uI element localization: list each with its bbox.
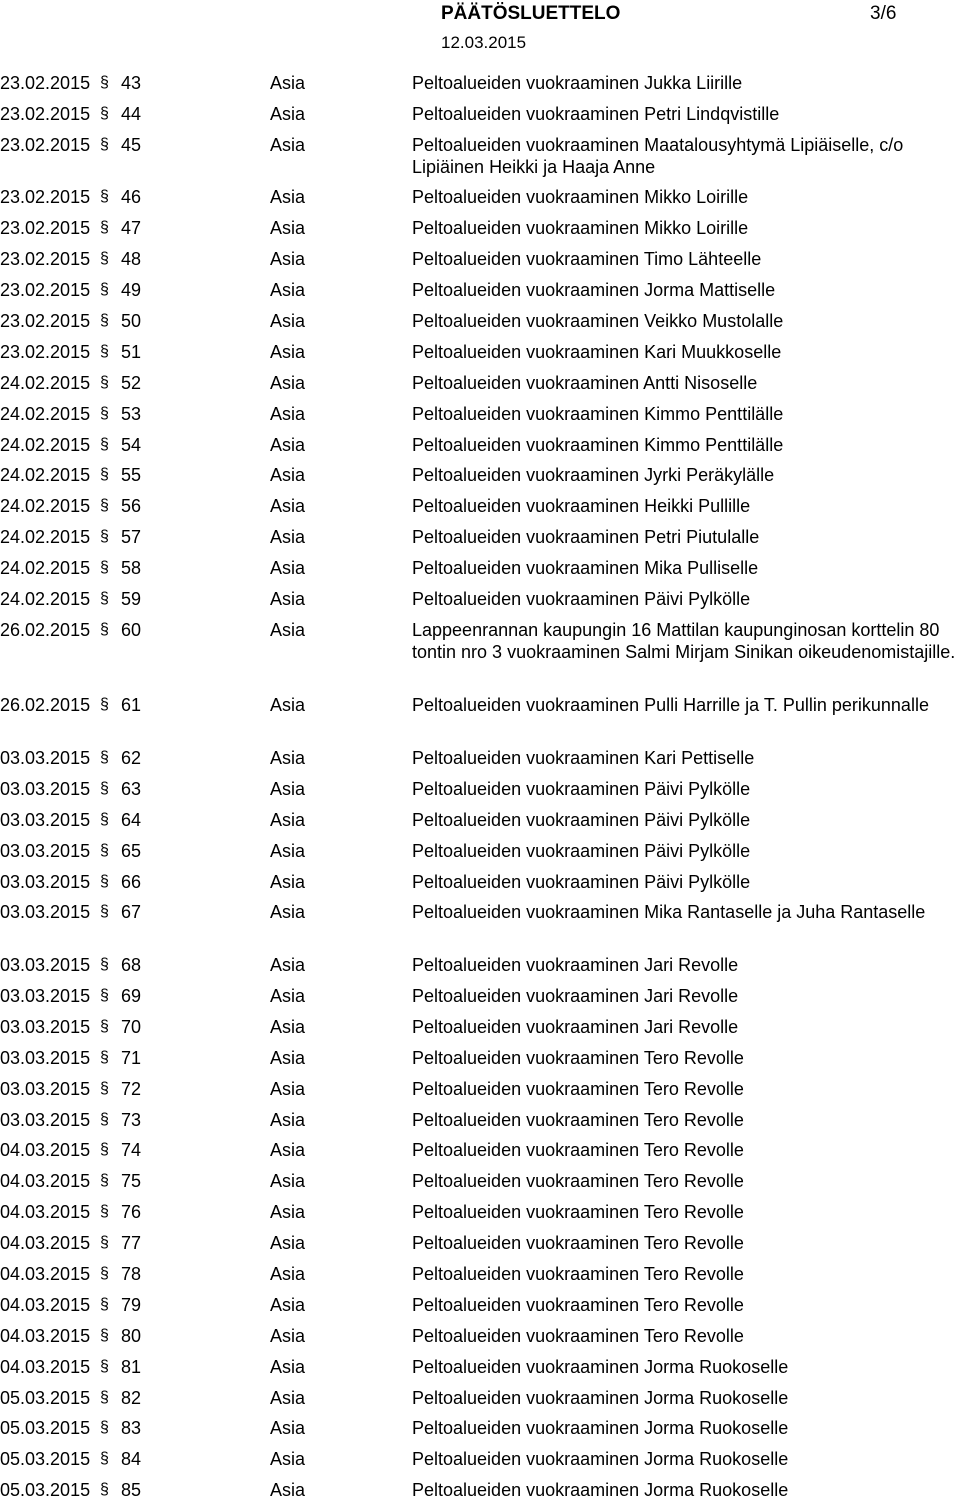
decision-description: Peltoalueiden vuokraaminen Jyrki Peräkylälle [412, 465, 775, 486]
section-sign: § [100, 250, 109, 268]
section-number: 84 [121, 1449, 142, 1470]
decision-type: Asia [270, 558, 306, 579]
section-number: 48 [121, 249, 142, 270]
decision-date: 04.03.2015 [0, 1140, 91, 1161]
decision-description: Peltoalueiden vuokraaminen Päivi Pylkölle [412, 871, 751, 892]
decision-date: 03.03.2015 [0, 778, 91, 799]
section-sign: § [100, 497, 109, 515]
decision-row [0, 954, 960, 985]
decision-description: Peltoalueiden vuokraaminen Petri Lindqvistille [412, 103, 780, 124]
section-sign: § [100, 1481, 109, 1499]
decision-type: Asia [270, 1387, 306, 1408]
section-number: 77 [121, 1233, 142, 1254]
decision-description: Peltoalueiden vuokraaminen Tero Revolle [412, 1140, 744, 1161]
decision-type: Asia [270, 1356, 306, 1377]
decision-description: Peltoalueiden vuokraaminen Jorma Ruokoselle [412, 1418, 789, 1439]
section-number: 43 [121, 73, 142, 93]
decision-description: Peltoalueiden vuokraaminen Mikko Loirille [412, 187, 749, 208]
decision-date: 23.02.2015 [0, 310, 91, 331]
decision-date: 04.03.2015 [0, 1356, 91, 1377]
section-number: 44 [121, 103, 142, 124]
decision-row [0, 310, 960, 341]
decision-type: Asia [270, 748, 306, 769]
section-sign: § [100, 1234, 109, 1252]
decision-row [0, 1047, 960, 1078]
decision-type: Asia [270, 1078, 306, 1099]
section-number: 55 [121, 465, 142, 486]
decision-row [0, 1479, 960, 1510]
section-number: 74 [121, 1140, 142, 1161]
document-date: 12.03.2015 [441, 33, 527, 52]
section-number: 65 [121, 840, 142, 861]
decision-date: 24.02.2015 [0, 588, 91, 609]
decision-row [0, 588, 960, 619]
section-sign: § [100, 559, 109, 577]
decision-description: Peltoalueiden vuokraaminen Tero Revolle [412, 1202, 744, 1223]
decision-date: 03.03.2015 [0, 1078, 91, 1099]
decision-description: Peltoalueiden vuokraaminen Tero Revolle [412, 1109, 744, 1130]
decision-description: Peltoalueiden vuokraaminen Pulli Harrille ja T. Pullin perikunnalle [412, 695, 929, 716]
decision-type: Asia [270, 372, 306, 393]
decision-type: Asia [270, 1140, 306, 1161]
decision-date: 24.02.2015 [0, 496, 91, 517]
decision-description: Peltoalueiden vuokraaminen Heikki Pullille [412, 496, 751, 517]
decision-row [0, 1325, 960, 1356]
decision-type: Asia [270, 280, 306, 301]
section-number: 63 [121, 778, 142, 799]
decision-description: Peltoalueiden vuokraaminen Petri Piutulalle [412, 527, 760, 548]
decision-date: 04.03.2015 [0, 1263, 91, 1284]
section-number: 85 [121, 1480, 142, 1501]
section-sign: § [100, 956, 109, 974]
decision-description: Peltoalueiden vuokraaminen Veikko Mustolalle [412, 310, 784, 331]
decision-date: 03.03.2015 [0, 840, 91, 861]
section-sign: § [100, 749, 109, 767]
decision-row [0, 1387, 960, 1418]
decision-description: Peltoalueiden vuokraaminen Kimmo Penttilälle [412, 403, 784, 424]
section-sign: § [100, 135, 109, 153]
section-number: 68 [121, 955, 142, 976]
section-number: 64 [121, 809, 142, 830]
section-sign: § [100, 74, 109, 91]
section-sign: § [100, 1357, 109, 1375]
section-number: 53 [121, 403, 142, 424]
decision-type: Asia [270, 985, 306, 1006]
section-sign: § [100, 281, 109, 299]
section-sign: § [100, 1295, 109, 1313]
decision-description: Peltoalueiden vuokraaminen Jari Revolle [412, 985, 739, 1006]
decision-description: Peltoalueiden vuokraaminen Tero Revolle [412, 1294, 744, 1315]
decision-row [0, 134, 960, 187]
section-sign: § [100, 466, 109, 484]
decision-description: Peltoalueiden vuokraaminen Mikko Loirille [412, 218, 749, 239]
decision-type: Asia [270, 434, 306, 455]
decision-date: 04.03.2015 [0, 1233, 91, 1254]
section-sign: § [100, 841, 109, 859]
decision-type: Asia [270, 341, 306, 362]
decision-description: Peltoalueiden vuokraaminen Antti Nisoselle [412, 372, 758, 393]
section-number: 49 [121, 280, 142, 301]
decision-date: 05.03.2015 [0, 1387, 91, 1408]
section-sign: § [100, 1110, 109, 1128]
section-sign: § [100, 342, 109, 360]
decision-description: Peltoalueiden vuokraaminen Tero Revolle [412, 1263, 744, 1284]
document-title: PÄÄTÖSLUETTELO [441, 3, 621, 24]
decision-row [0, 1263, 960, 1294]
decision-type: Asia [270, 1047, 306, 1068]
section-sign: § [100, 1079, 109, 1097]
decision-type: Asia [270, 218, 306, 239]
section-sign: § [100, 1048, 109, 1066]
section-sign: § [100, 903, 109, 921]
decision-type: Asia [270, 1449, 306, 1470]
decision-type: Asia [270, 1109, 306, 1130]
section-number: 75 [121, 1171, 142, 1192]
section-number: 67 [121, 902, 142, 923]
decision-date: 23.02.2015 [0, 187, 91, 208]
decision-type: Asia [270, 588, 306, 609]
decision-type: Asia [270, 1233, 306, 1254]
section-number: 50 [121, 310, 142, 331]
decision-row [0, 1417, 960, 1448]
section-sign: § [100, 219, 109, 237]
section-sign: § [100, 404, 109, 422]
decision-row [0, 1201, 960, 1232]
decision-type: Asia [270, 496, 306, 517]
decision-description: Peltoalueiden vuokraaminen Jorma Ruokoselle [412, 1480, 789, 1501]
decision-row [0, 248, 960, 279]
decision-description: Peltoalueiden vuokraaminen Jorma Ruokoselle [412, 1356, 789, 1377]
section-number: 47 [121, 218, 142, 239]
decision-type: Asia [270, 871, 306, 892]
decision-row [0, 1078, 960, 1109]
section-number: 51 [121, 341, 142, 362]
section-sign: § [100, 104, 109, 122]
decision-row [0, 1139, 960, 1170]
section-number: 81 [121, 1356, 142, 1377]
decision-description: Peltoalueiden vuokraaminen Päivi Pylkölle [412, 778, 751, 799]
section-number: 71 [121, 1047, 142, 1068]
decision-type: Asia [270, 310, 306, 331]
decision-row [0, 1294, 960, 1325]
decision-description: Peltoalueiden vuokraaminen Mika Pulliselle [412, 558, 759, 579]
decision-date: 23.02.2015 [0, 249, 91, 270]
decision-row [0, 985, 960, 1016]
section-number: 54 [121, 434, 142, 455]
decision-row [0, 1448, 960, 1479]
decision-row [0, 619, 960, 695]
section-number: 45 [121, 134, 142, 155]
decision-type: Asia [270, 778, 306, 799]
decision-row [0, 372, 960, 403]
decision-date: 24.02.2015 [0, 372, 91, 393]
section-sign: § [100, 188, 109, 206]
decision-date: 04.03.2015 [0, 1202, 91, 1223]
decision-type: Asia [270, 103, 306, 124]
section-number: 46 [121, 187, 142, 208]
section-sign: § [100, 1172, 109, 1190]
decision-type: Asia [270, 809, 306, 830]
section-sign: § [100, 1388, 109, 1406]
decision-date: 05.03.2015 [0, 1480, 91, 1501]
section-number: 59 [121, 588, 142, 609]
decision-row [0, 341, 960, 372]
section-sign: § [100, 696, 109, 714]
decision-description: Peltoalueiden vuokraaminen Kimmo Penttilälle [412, 434, 784, 455]
section-sign: § [100, 435, 109, 453]
decision-type: Asia [270, 403, 306, 424]
decision-date: 23.02.2015 [0, 280, 91, 301]
section-sign: § [100, 810, 109, 828]
decision-date: 05.03.2015 [0, 1449, 91, 1470]
decision-date: 23.02.2015 [0, 73, 91, 93]
decision-description: Peltoalueiden vuokraaminen Jorma Ruokoselle [412, 1387, 789, 1408]
decision-type: Asia [270, 619, 306, 640]
section-sign: § [100, 1141, 109, 1159]
decision-type: Asia [270, 1325, 306, 1346]
decision-type: Asia [270, 902, 306, 923]
decision-description: Peltoalueiden vuokraaminen Päivi Pylkölle [412, 840, 751, 861]
decision-date: 04.03.2015 [0, 1325, 91, 1346]
section-number: 57 [121, 527, 142, 548]
section-number: 58 [121, 558, 142, 579]
section-number: 52 [121, 372, 142, 393]
decision-type: Asia [270, 1294, 306, 1315]
decision-row [0, 186, 960, 217]
section-number: 66 [121, 871, 142, 892]
decision-date: 03.03.2015 [0, 1016, 91, 1037]
decision-row [0, 72, 960, 103]
decision-date: 24.02.2015 [0, 434, 91, 455]
decision-row [0, 809, 960, 840]
section-sign: § [100, 373, 109, 391]
section-sign: § [100, 1419, 109, 1437]
section-number: 73 [121, 1109, 142, 1130]
decision-row [0, 217, 960, 248]
section-number: 79 [121, 1294, 142, 1315]
section-number: 72 [121, 1078, 142, 1099]
decision-description: Peltoalueiden vuokraaminen Päivi Pylkölle [412, 809, 751, 830]
section-sign: § [100, 1264, 109, 1282]
decision-type: Asia [270, 1171, 306, 1192]
decision-description: Peltoalueiden vuokraaminen Jorma Mattiselle [412, 280, 776, 301]
decision-description: Peltoalueiden vuokraaminen Päivi Pylkölle [412, 588, 751, 609]
decision-list [0, 72, 960, 1510]
section-number: 70 [121, 1016, 142, 1037]
section-sign: § [100, 1017, 109, 1035]
decision-description: Lappeenrannan kaupungin 16 Mattilan kaupunginosan korttelin 80 tontin nro 3 vuokraaminen Salmi Mirjam Sinikan oikeudenomistajille. [412, 619, 956, 662]
decision-date: 03.03.2015 [0, 748, 91, 769]
decision-description: Peltoalueiden vuokraaminen Tero Revolle [412, 1078, 744, 1099]
decision-date: 04.03.2015 [0, 1294, 91, 1315]
decision-date: 23.02.2015 [0, 341, 91, 362]
decision-row [0, 1356, 960, 1387]
section-sign: § [100, 986, 109, 1004]
section-number: 82 [121, 1387, 142, 1408]
decision-type: Asia [270, 187, 306, 208]
decision-type: Asia [270, 134, 306, 155]
section-number: 56 [121, 496, 142, 517]
section-number: 83 [121, 1418, 142, 1439]
decision-date: 24.02.2015 [0, 558, 91, 579]
decision-type: Asia [270, 1480, 306, 1501]
decision-type: Asia [270, 73, 306, 93]
decision-date: 23.02.2015 [0, 134, 91, 155]
decision-date: 24.02.2015 [0, 403, 91, 424]
decision-row [0, 694, 960, 747]
decision-row [0, 901, 960, 954]
decision-date: 24.02.2015 [0, 465, 91, 486]
decision-description: Peltoalueiden vuokraaminen Jorma Ruokoselle [412, 1449, 789, 1470]
decision-description: Peltoalueiden vuokraaminen Mika Rantaselle ja Juha Rantaselle [412, 902, 926, 923]
decision-row [0, 279, 960, 310]
section-sign: § [100, 1203, 109, 1221]
decision-type: Asia [270, 840, 306, 861]
decision-row [0, 840, 960, 871]
decision-row [0, 103, 960, 134]
section-sign: § [100, 620, 109, 638]
decision-date: 23.02.2015 [0, 103, 91, 124]
decision-description: Peltoalueiden vuokraaminen Maatalousyhtymä Lipiäiselle, c/o Lipiäinen Heikki ja Haaja Anne [412, 134, 904, 177]
section-sign: § [100, 311, 109, 329]
decision-description: Peltoalueiden vuokraaminen Timo Lähteelle [412, 249, 762, 270]
decision-row [0, 403, 960, 434]
section-number: 76 [121, 1202, 142, 1223]
section-sign: § [100, 528, 109, 546]
decision-description: Peltoalueiden vuokraaminen Tero Revolle [412, 1325, 744, 1346]
section-sign: § [100, 1326, 109, 1344]
decision-description: Peltoalueiden vuokraaminen Jukka Liirille [412, 73, 743, 93]
decision-row [0, 1232, 960, 1263]
decision-date: 03.03.2015 [0, 1047, 91, 1068]
decision-date: 24.02.2015 [0, 527, 91, 548]
decision-date: 26.02.2015 [0, 695, 91, 716]
section-number: 78 [121, 1263, 142, 1284]
decision-type: Asia [270, 465, 306, 486]
page-header [0, 0, 960, 60]
decision-type: Asia [270, 249, 306, 270]
decision-row [0, 526, 960, 557]
decision-date: 04.03.2015 [0, 1171, 91, 1192]
decision-date: 03.03.2015 [0, 871, 91, 892]
section-number: 69 [121, 985, 142, 1006]
decision-date: 05.03.2015 [0, 1418, 91, 1439]
decision-row [0, 778, 960, 809]
decision-row [0, 434, 960, 465]
decision-date: 03.03.2015 [0, 985, 91, 1006]
decision-row [0, 1016, 960, 1047]
decision-description: Peltoalueiden vuokraaminen Tero Revolle [412, 1047, 744, 1068]
decision-description: Peltoalueiden vuokraaminen Tero Revolle [412, 1171, 744, 1192]
decision-date: 23.02.2015 [0, 218, 91, 239]
decision-type: Asia [270, 1016, 306, 1037]
decision-row [0, 495, 960, 526]
decision-description: Peltoalueiden vuokraaminen Jari Revolle [412, 1016, 739, 1037]
decision-type: Asia [270, 1202, 306, 1223]
section-sign: § [100, 872, 109, 890]
decision-type: Asia [270, 695, 306, 716]
decision-date: 03.03.2015 [0, 902, 91, 923]
section-number: 60 [121, 619, 142, 640]
decision-description: Peltoalueiden vuokraaminen Jari Revolle [412, 955, 739, 976]
section-number: 80 [121, 1325, 142, 1346]
decision-date: 03.03.2015 [0, 955, 91, 976]
section-sign: § [100, 1450, 109, 1468]
decision-type: Asia [270, 527, 306, 548]
decision-date: 03.03.2015 [0, 809, 91, 830]
section-sign: § [100, 779, 109, 797]
section-sign: § [100, 589, 109, 607]
decision-description: Peltoalueiden vuokraaminen Kari Pettiselle [412, 748, 755, 769]
decision-description: Peltoalueiden vuokraaminen Kari Muukkoselle [412, 341, 782, 362]
page-number: 3/6 [870, 3, 897, 24]
decision-date: 03.03.2015 [0, 1109, 91, 1130]
decision-type: Asia [270, 955, 306, 976]
decision-row [0, 1170, 960, 1201]
decision-row [0, 747, 960, 778]
decision-type: Asia [270, 1263, 306, 1284]
decision-row [0, 464, 960, 495]
decision-row [0, 557, 960, 588]
decision-description: Peltoalueiden vuokraaminen Tero Revolle [412, 1233, 744, 1254]
section-number: 62 [121, 748, 142, 769]
section-number: 61 [121, 695, 142, 716]
decision-row [0, 1109, 960, 1140]
decision-row [0, 871, 960, 902]
decision-type: Asia [270, 1418, 306, 1439]
decision-date: 26.02.2015 [0, 619, 91, 640]
